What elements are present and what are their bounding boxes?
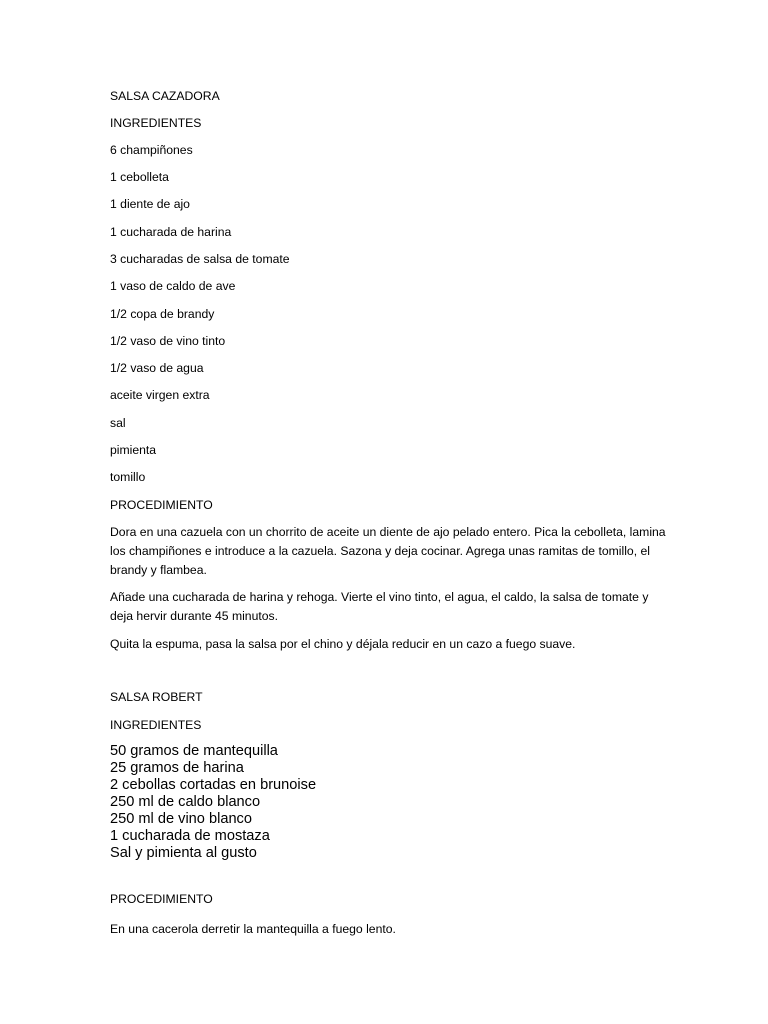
ingredient-item: 250 ml de vino blanco: [110, 811, 252, 828]
ingredient-item: tomillo: [110, 470, 146, 485]
ingredient-item: 1/2 copa de brandy: [110, 306, 215, 321]
ingredients-list: [110, 743, 670, 862]
document-page: [110, 87, 670, 948]
ingredient-item: 25 gramos de harina: [110, 760, 244, 777]
ingredient-item: 1/2 vaso de agua: [110, 361, 204, 376]
ingredient-item: pimienta: [110, 443, 157, 458]
ingredient-item: 1 cucharada de harina: [110, 224, 232, 239]
procedure-heading: PROCEDIMIENTO: [110, 497, 213, 512]
ingredient-item: 2 cebollas cortadas en brunoise: [110, 777, 317, 794]
ingredients-heading: INGREDIENTES: [110, 115, 202, 130]
ingredient-item: 1 cucharada de mostaza: [110, 828, 270, 845]
ingredient-item: 6 champiñones: [110, 142, 193, 157]
ingredient-item: 3 cucharadas de salsa de tomate: [110, 251, 290, 266]
procedure-paragraph: En una cacerola derretir la mantequilla a fuego lento.: [110, 922, 396, 937]
section-spacer: [110, 662, 670, 688]
recipe-title: SALSA ROBERT: [110, 690, 203, 705]
ingredient-item: 1/2 vaso de vino tinto: [110, 333, 226, 348]
ingredients-list: [110, 141, 670, 487]
ingredient-item: sal: [110, 415, 126, 430]
ingredient-item: aceite virgen extra: [110, 388, 210, 403]
ingredient-item: 1 cebolleta: [110, 170, 169, 185]
ingredient-item: 1 diente de ajo: [110, 197, 190, 212]
recipe-title: SALSA CAZADORA: [110, 89, 220, 103]
ingredient-item: 1 vaso de caldo de ave: [110, 279, 236, 294]
ingredients-heading: INGREDIENTES: [110, 717, 202, 732]
ingredient-item: 250 ml de caldo blanco: [110, 794, 261, 811]
procedure-heading: PROCEDIMIENTO: [110, 892, 213, 907]
procedure-paragraph: Añade una cucharada de harina y rehoga. Vierte el vino tinto, el agua, el caldo, la salsa de tomate y deja hervir durante 45 minutos.: [110, 590, 649, 624]
procedure-paragraph: Quita la espuma, pasa la salsa por el chino y déjala reducir en un cazo a fuego suave.: [110, 636, 576, 651]
ingredient-item: 50 gramos de mantequilla: [110, 743, 278, 760]
procedure-paragraph: Dora en una cazuela con un chorrito de aceite un diente de ajo pelado entero. Pica la cebolleta, lamina los champiñones e introduce a la cazuela. Sazona y deja cocinar. Agrega unas ramitas de tomillo, el brandy y flambea.: [110, 524, 666, 577]
ingredient-item: Sal y pimienta al gusto: [110, 845, 257, 862]
